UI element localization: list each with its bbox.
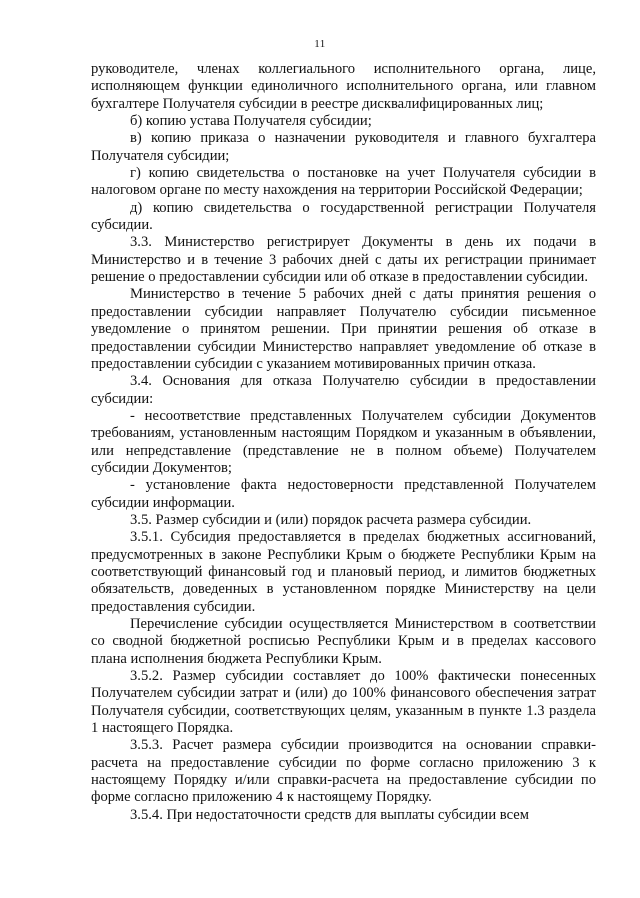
paragraph-item-b: б) копию устава Получателя субсидии; bbox=[130, 113, 372, 130]
document-body bbox=[91, 61, 596, 824]
paragraph-3-5-3: 3.5.3. Расчет размера субсидии производится на основании справки-расчета на предоставление субсидии по форме согласно приложению 3 к настоящему Порядку и/или справки-расчета на предоставление субсидии по форме согласно приложению 4 к настоящему Порядку. bbox=[91, 737, 596, 806]
paragraph-continuation: руководителе, членах коллегиального исполнительного органа, лице, исполняющем функции единоличного исполнительного органа, или главном бухгалтере Получателя субсидии в реестре дисквалифицированных лиц; bbox=[91, 61, 596, 112]
paragraph-item-g: г) копию свидетельства о постановке на учет Получателя субсидии в налоговом органе по месту нахождения на территории Российской Федерации; bbox=[91, 165, 596, 199]
paragraph-3-5: 3.5. Размер субсидии и (или) порядок расчета размера субсидии. bbox=[130, 511, 532, 528]
paragraph-item-v: в) копию приказа о назначении руководителя и главного бухгалтера Получателя субсидии; bbox=[91, 130, 596, 164]
paragraph-refusal-reason-1: - несоответствие представленных Получателем субсидии Документов требованиям, установленным настоящим Порядком и указанным в объявлении, или непредставление (представление не в полном объеме) Получателем субсидии Документов; bbox=[91, 407, 596, 476]
paragraph-refusal-reason-2: - установление факта недостоверности представленной Получателем субсидии информации. bbox=[91, 477, 596, 511]
paragraph-notification: Министерство в течение 5 рабочих дней с даты принятия решения о предоставлении субсидии направляет Получателю субсидии письменное уведомление о принятом решении. При принятии решения об отказе в предоставлении субсидии Министерство направляет уведомление об отказе в предоставлении субсидии с указанием мотивированных причин отказа. bbox=[91, 286, 596, 372]
paragraph-transfer: Перечисление субсидии осуществляется Министерством в соответствии со сводной бюджетной росписью Республики Крым и в пределах кассового плана исполнения бюджета Республики Крым. bbox=[91, 616, 596, 667]
paragraph-item-d: д) копию свидетельства о государственной регистрации Получателя субсидии. bbox=[91, 199, 596, 234]
paragraph-3-5-4: 3.5.4. При недостаточности средств для выплаты субсидии всем bbox=[130, 806, 529, 823]
paragraph-3-5-1: 3.5.1. Субсидия предоставляется в пределах бюджетных ассигнований, предусмотренных в законе Республики Крым о бюджете Республики Крым на соответствующий финансовый год и плановый период, и лимитов бюджетных обязательств, доведенных в установленном порядке Министерству на цели предоставления субсидии. bbox=[91, 529, 596, 615]
page-number: 11 bbox=[314, 38, 326, 50]
paragraph-3-5-2: 3.5.2. Размер субсидии составляет до 100% фактически понесенных Получателем субсидии затрат и (или) до 100% финансового обеспечения затрат Получателя субсидии, соответствующих целям, указанным в пункте 1.3 раздела 1 настоящего Порядка. bbox=[91, 668, 596, 737]
paragraph-3-3: 3.3. Министерство регистрирует Документы в день их подачи в Министерство и в течение 3 рабочих дней с даты их регистрации принимает решение о предоставлении субсидии или об отказе в предоставлении субсидии. bbox=[91, 234, 596, 286]
paragraph-3-4: 3.4. Основания для отказа Получателю субсидии в предоставлении субсидии: bbox=[91, 373, 596, 407]
